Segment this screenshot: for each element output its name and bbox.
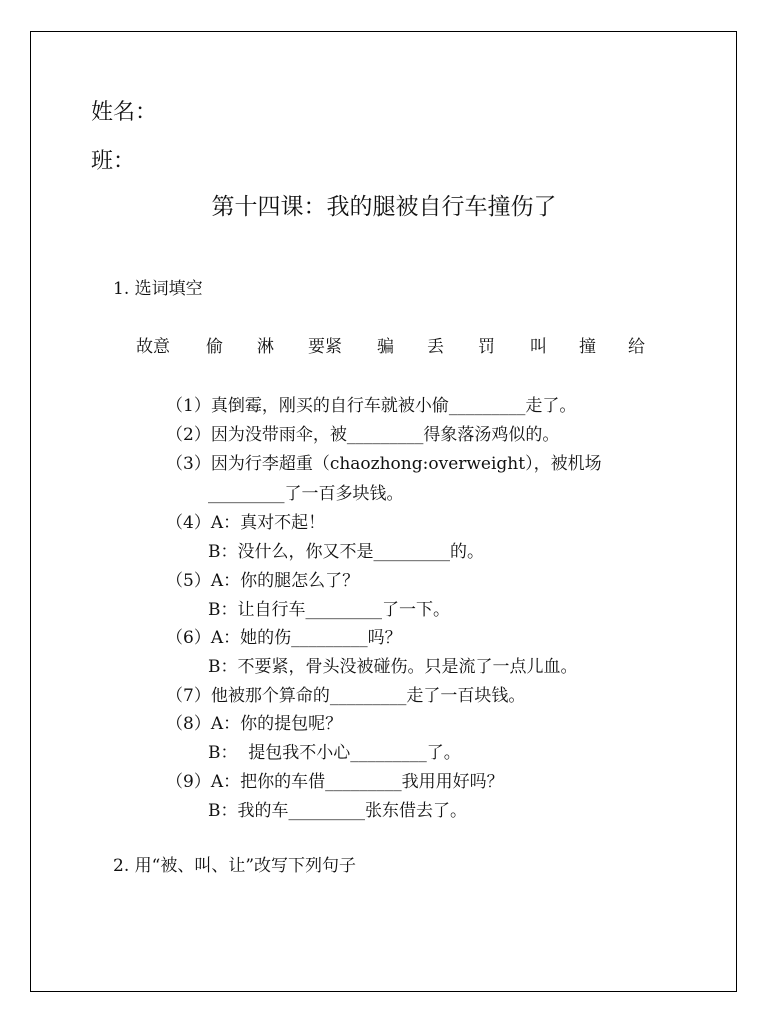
word-bank-item: 给 (628, 337, 645, 357)
word-bank-item: 丢 (427, 337, 444, 357)
question-line: （4）A：真对不起！ (166, 513, 326, 533)
section-1-heading: 1. 选词填空 (113, 279, 203, 299)
question-line: （6）A：她的伤_________吗？ (166, 628, 402, 648)
word-bank-item: 骗 (377, 337, 394, 357)
question-line: （1）真倒霉，刚买的自行车就被小偷_________走了。 (166, 396, 577, 416)
word-bank-item: 叫 (530, 337, 547, 357)
question-line: （9）A：把你的车借_________我用用好吗？ (166, 772, 504, 792)
page-border (30, 31, 737, 992)
word-bank-item: 撞 (579, 337, 596, 357)
question-line: （3）因为行李超重（chaozhong:overweight），被机场 (166, 454, 602, 474)
word-bank-item: 罚 (478, 337, 495, 357)
question-line: （5）A：你的腿怎么了？ (166, 571, 360, 591)
question-line: （8）A：你的提包呢？ (166, 714, 343, 734)
lesson-title: 第十四课：我的腿被自行车撞伤了 (211, 194, 557, 220)
word-bank-item: 偷 (206, 337, 223, 357)
question-line: B：不要紧，骨头没被碰伤。只是流了一点儿血。 (208, 657, 578, 677)
word-bank-item: 淋 (257, 337, 274, 357)
question-line: B：我的车_________张东借去了。 (208, 801, 467, 821)
section-2-heading: 2. 用“被、叫、让”改写下列句子 (113, 856, 357, 876)
word-bank-item: 故意 (136, 337, 170, 357)
question-line: B： 提包我不小心_________了。 (208, 743, 461, 763)
question-line: B：让自行车_________了一下。 (208, 600, 450, 620)
question-line: _________了一百多块钱。 (208, 484, 404, 504)
question-line: B：没什么，你又不是_________的。 (208, 542, 484, 562)
class-label: 班： (91, 149, 136, 174)
question-line: （7）他被那个算命的_________走了一百块钱。 (166, 686, 526, 706)
word-bank-item: 要紧 (308, 337, 342, 357)
name-label: 姓名： (91, 100, 158, 125)
question-line: （2）因为没带雨伞，被_________得象落汤鸡似的。 (166, 425, 560, 445)
